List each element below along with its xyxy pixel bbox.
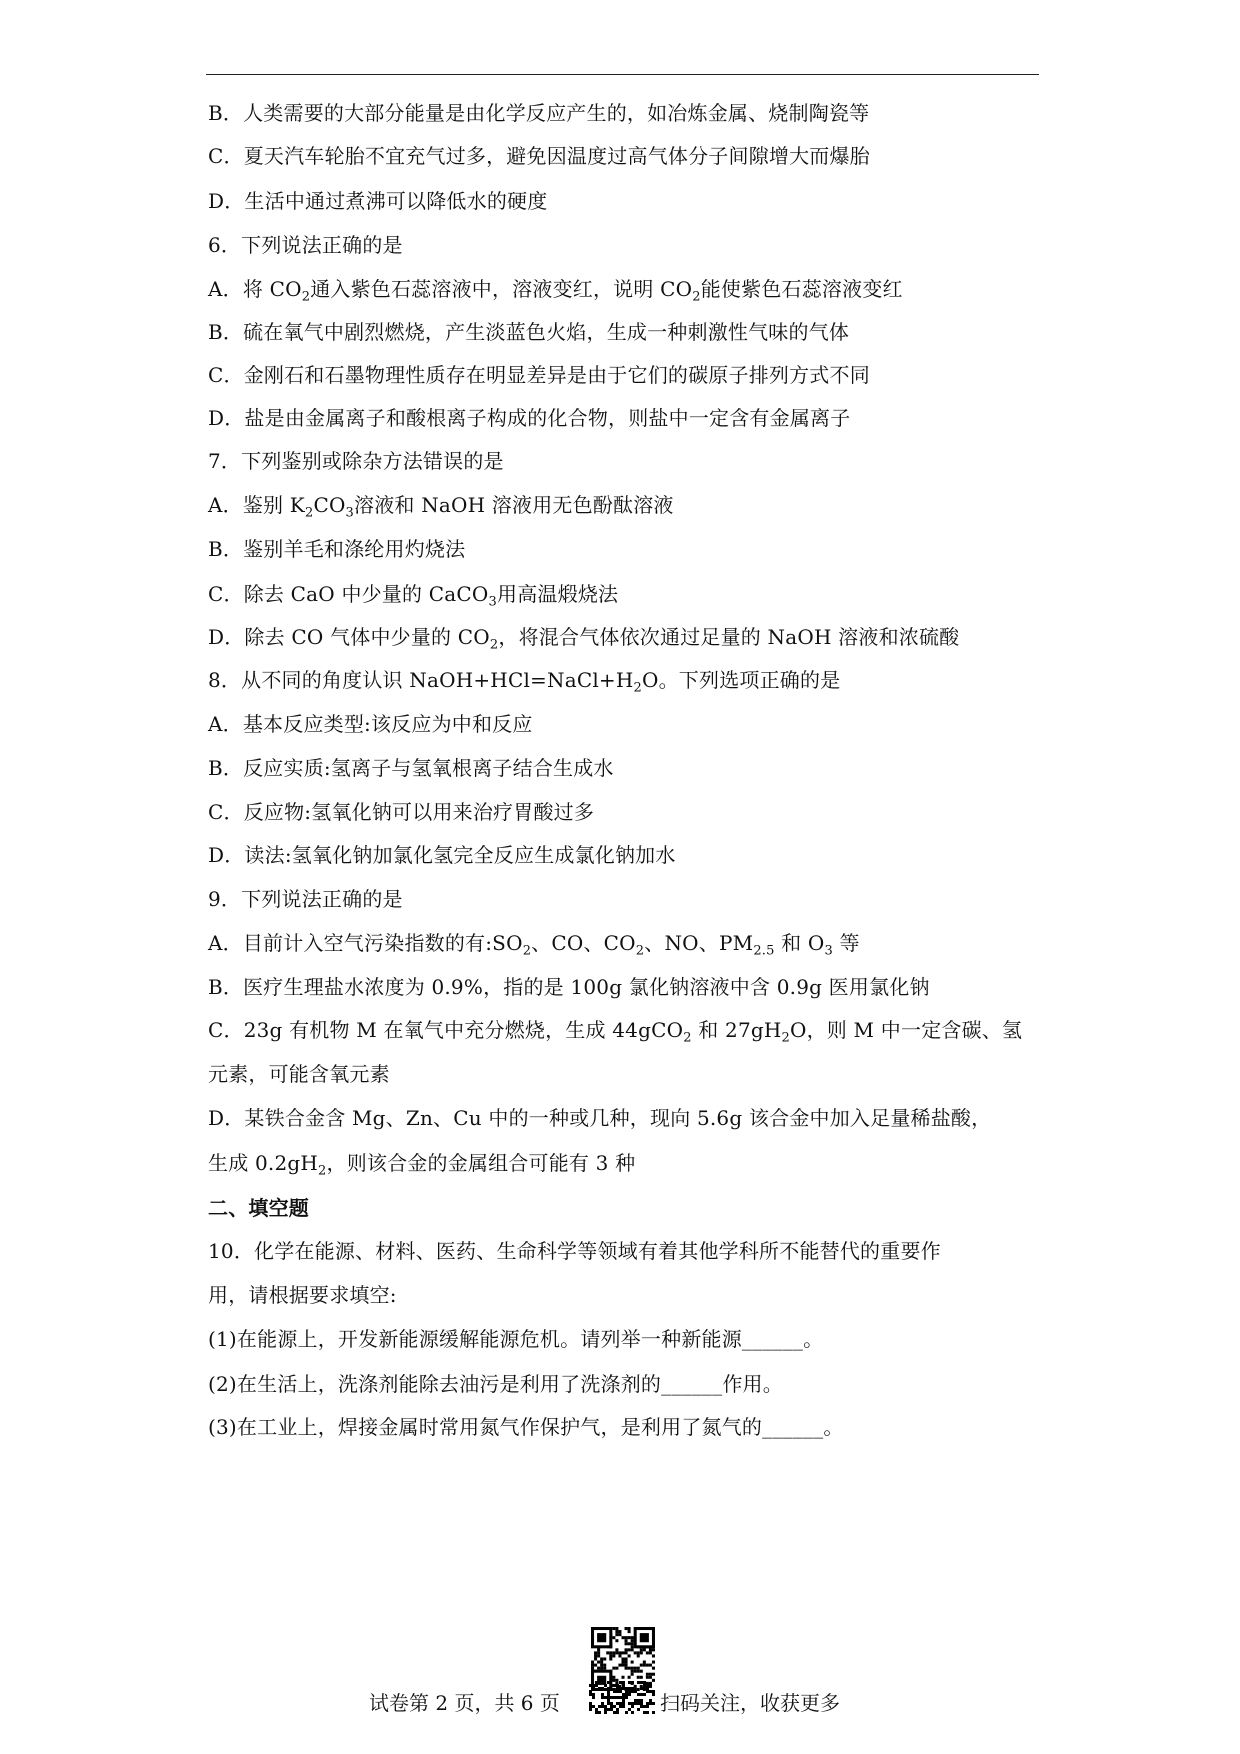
text-run: A．将 CO [208, 277, 302, 301]
text-line [208, 843, 676, 867]
text-line [208, 233, 403, 257]
text-line [208, 1239, 941, 1263]
text-run: 和 27gH [691, 1018, 782, 1042]
text-run: D．生活中通过煮沸可以降低水的硬度 [208, 189, 548, 213]
text-run: 二、填空题 [208, 1196, 309, 1220]
text-line [208, 449, 504, 473]
text-line [208, 493, 674, 521]
text-run: D．某铁合金含 Mg、Zn、Cu 中的一种或几种，现向 5.6g 该合金中加入足量稀盐酸， [208, 1106, 992, 1130]
text-run: (1)在能源上，开发新能源缓解能源危机。请列举一种新能源______。 [208, 1327, 824, 1351]
text-run: 、NO、PM [644, 931, 754, 955]
text-run: C．金刚石和石墨物理性质存在明显差异是由于它们的碳原子排列方式不同 [208, 363, 870, 387]
text-run: C．23g 有机物 M 在氧气中充分燃烧，生成 44gCO [208, 1018, 684, 1042]
text-line [208, 931, 860, 959]
text-line [208, 582, 619, 610]
text-run: 溶液和 NaOH 溶液用无色酚酞溶液 [354, 493, 674, 517]
text-run: O，则 M 中一定含碳、氢 [790, 1018, 1023, 1042]
text-run: 通入紫色石蕊溶液中，溶液变红，说明 CO [310, 277, 693, 301]
subscript: 2 [522, 943, 532, 959]
text-run: 和 O [774, 931, 825, 955]
text-run: 7．下列鉴别或除杂方法错误的是 [208, 449, 504, 473]
text-line [208, 363, 870, 387]
text-line [208, 277, 903, 305]
text-run: 用高温煅烧法 [497, 582, 619, 606]
text-run: D．除去 CO 气体中少量的 CO [208, 625, 490, 649]
subscript: 2 [692, 289, 701, 305]
text-run: 元素，可能含氧元素 [208, 1062, 390, 1086]
text-line [208, 887, 403, 911]
text-run: B．医疗生理盐水浓度为 0.9%，指的是 100g 氯化钠溶液中含 0.9g 医用氯化钠 [208, 975, 930, 999]
section-heading [208, 1196, 309, 1220]
text-line [208, 144, 870, 168]
subscript: 2 [301, 289, 311, 305]
text-run: 用，请根据要求填空: [208, 1283, 397, 1307]
text-line [208, 1106, 991, 1130]
text-run: 6．下列说法正确的是 [208, 233, 403, 257]
text-line [208, 537, 465, 561]
text-line [208, 1283, 397, 1307]
text-run: (2)在生活上，洗涤剂能除去油污是利用了洗涤剂的______作用。 [208, 1372, 783, 1396]
subscript: 3 [345, 505, 355, 521]
text-run: 等 [833, 931, 860, 955]
text-run: C．反应物:氢氧化钠可以用来治疗胃酸过多 [208, 800, 595, 824]
text-line [208, 1372, 783, 1396]
subscript: 2 [489, 637, 499, 653]
text-run: ，则该合金的金属组合可能有 3 种 [326, 1151, 636, 1175]
qr-caption: 扫码关注，收获更多 [660, 1691, 840, 1715]
text-run: C．除去 CaO 中少量的 CaCO [208, 582, 489, 606]
text-line [208, 1151, 636, 1179]
qr-code-small-icon[interactable] [589, 1681, 655, 1714]
subscript: 2 [304, 505, 314, 521]
header-rule [206, 74, 1039, 75]
text-run: CO [313, 493, 346, 517]
text-run: B．鉴别羊毛和涤纶用灼烧法 [208, 537, 466, 561]
page-info: 试卷第 2 页，共 6 页 [369, 1691, 560, 1715]
text-run: 9．下列说法正确的是 [208, 887, 403, 911]
text-run: 能使紫色石蕊溶液变红 [700, 277, 903, 301]
text-run: 8．从不同的角度认识 NaOH+HCl=NaCl+H [208, 668, 634, 692]
text-run: (3)在工业上，焊接金属时常用氮气作保护气，是利用了氮气的______。 [208, 1415, 844, 1439]
text-line [208, 1415, 844, 1439]
text-run: A．目前计入空气污染指数的有:SO [208, 931, 523, 955]
text-line [208, 668, 841, 696]
subscript: 2 [318, 1163, 327, 1179]
text-line [208, 625, 960, 653]
text-run: B．人类需要的大部分能量是由化学反应产生的，如冶炼金属、烧制陶瓷等 [208, 101, 870, 125]
text-run: D．读法:氢氧化钠加氯化氢完全反应生成氯化钠加水 [208, 843, 676, 867]
text-line [208, 800, 594, 824]
text-line [208, 189, 547, 213]
subscript: 3 [824, 943, 833, 959]
text-run: ，将混合气体依次通过足量的 NaOH 溶液和浓硫酸 [498, 625, 960, 649]
text-line [208, 1327, 823, 1351]
text-run: B．硫在氧气中剧烈燃烧，产生淡蓝色火焰，生成一种刺激性气味的气体 [208, 320, 850, 344]
subscript: 2 [683, 1030, 692, 1046]
subscript: 2 [635, 943, 645, 959]
subscript: 3 [488, 594, 498, 610]
subscript: 2.5 [753, 943, 775, 959]
text-line [208, 101, 869, 125]
text-line [208, 712, 533, 736]
text-run: O。下列选项正确的是 [642, 668, 841, 692]
text-line [208, 975, 930, 999]
text-run: 、CO、CO [531, 931, 636, 955]
text-line [208, 1018, 1023, 1046]
text-run: C．夏天汽车轮胎不宜充气过多，避免因温度过高气体分子间隙增大而爆胎 [208, 144, 870, 168]
subscript: 2 [781, 1030, 790, 1046]
text-line [208, 406, 850, 430]
text-run: A．鉴别 K [208, 493, 305, 517]
subscript: 2 [633, 680, 643, 696]
text-run: D．盐是由金属离子和酸根离子构成的化合物，则盐中一定含有金属离子 [208, 406, 851, 430]
text-run: 10．化学在能源、材料、医药、生命科学等领域有着其他学科所不能替代的重要作 [208, 1239, 941, 1263]
text-line [208, 320, 849, 344]
text-line [208, 756, 614, 780]
text-run: 生成 0.2gH [208, 1151, 319, 1175]
text-run: A．基本反应类型:该反应为中和反应 [208, 712, 533, 736]
text-line [208, 1062, 390, 1086]
text-run: B．反应实质:氢离子与氢氧根离子结合生成水 [208, 756, 614, 780]
